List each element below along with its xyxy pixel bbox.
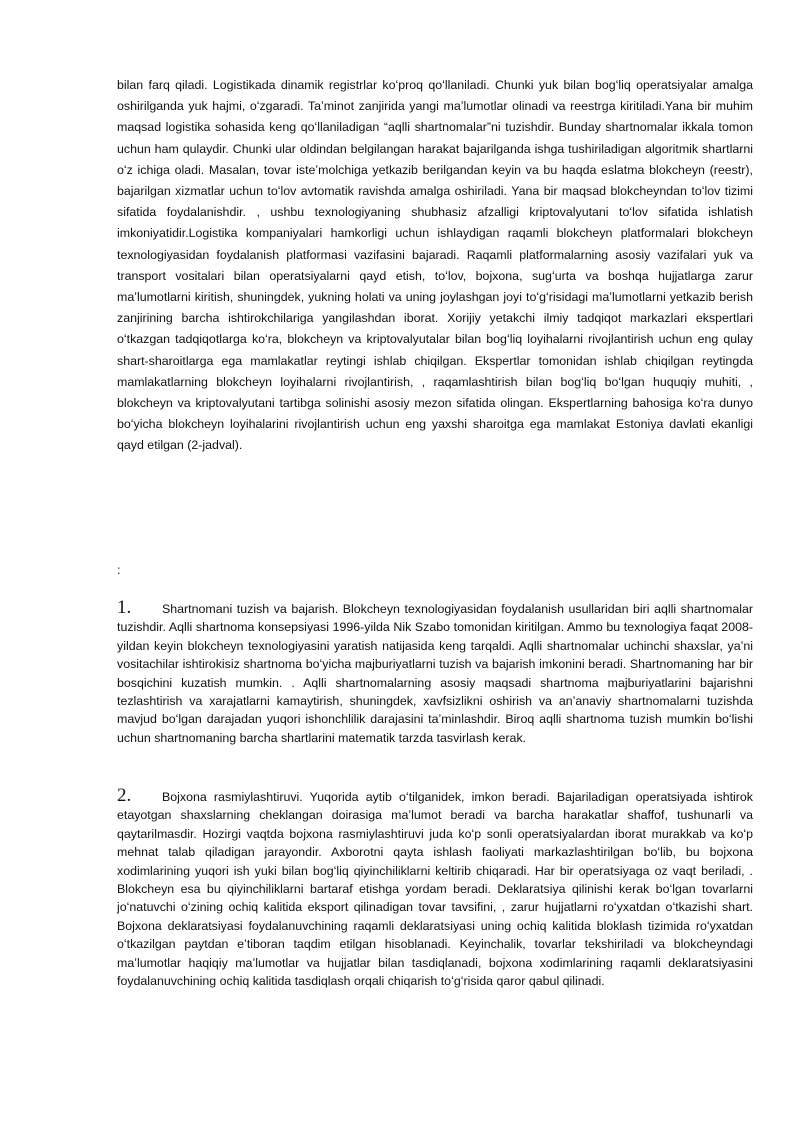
numbered-item bbox=[117, 785, 753, 990]
body-paragraph: bilan farq qiladi. Logistikada dinamik registrlar koʻproq qoʻllaniladi. Chunki yuk bilan bogʻliq operatsiyalar amalga oshirilganda yuk hajmi, oʻzgaradi. Taʼminot zanjirida yangi maʼlumotlar olinadi va reestrga kiritiladi.Yana bir muhim maqsad logistika sohasida keng qoʻllaniladigan “aqlli shartnomalar”ni tuzishdir. Bunday shartnomalar ikkala tomon uchun ham qulaydir. Chunki ular oldindan belgilangan harakat bajarilganda ishga tushiriladigan algoritmik shartlarni oʻz ichiga oladi. Masalan, tovar isteʼmolchiga yetkazib berilgandan keyin va bu haqda eslatma blokcheyn (reestr), bajarilgan xizmatlar uchun toʻlov avtomatik ravishda amalga oshiriladi. Yana bir maqsad blokcheyndan toʻlov tizimi sifatida foydalanishdir. , ushbu texnologiyaning shubhasiz afzalligi kriptovalyutani toʻlov sifatida ishlatish imkoniyatidir.Logistika kompaniyalari hamkorligi uchun ishlaydigan raqamli blokcheyn platformalari blokcheyn texnologiyasidan foydalanish platformasi vazifasini bajaradi. Raqamli platformalarning asosiy vazifalari yuk va transport vositalari bilan operatsiyalarni qayd etish, toʻlov, bojxona, sugʻurta va boshqa hujjatlarga zarur maʼlumotlarni kiritish, shuningdek, yukning holati va uning joylashgan joyi toʻgʻrisidagi maʼlumotlarni yetkazib berish zanjirining barcha ishtirokchilariga yangilashdan iborat. Xorijiy yetakchi ilmiy tadqiqot markazlari ekspertlari oʻtkazgan tadqiqotlarga koʻra, blokcheyn va kriptovalyutalar bilan bogʻliq loyihalarni rivojlantirish uchun eng qulay shart-sharoitlarga ega mamlakatlar reytingi ishlab chiqilgan. Ekspertlar tomonidan ishlab chiqilgan reytingda mamlakatlarning blokcheyn loyihalarni rivojlantirish, , raqamlashtirish bilan bogʻliq boʻlgan huquqiy muhiti, , blokcheyn va kriptovalyutani tartibga solinishi asosiy mezon sifatida olingan. Ekspertlarning bahosiga koʻra dunyo boʻyicha blokcheyn loyihalarini rivojlantirish uchun eng yaxshi sharoitga ega mamlakat Estoniya davlati ekanligi qayd etilgan (2-jadval). bbox=[117, 78, 753, 453]
colon-line: : bbox=[117, 563, 121, 577]
item-text: Shartnomani tuzish va bajarish. Blokcheyn texnologiyasidan foydalanish usullaridan biri aqlli shartnomalar tuzishdir. Aqlli shartnoma konsepsiyasi 1996-yilda Nik Szabo tomonidan kiritilgan. Ammo bu texnologiya faqat 2008-yildan keyin blokcheyn texnologiyasini yaratish natijasida keng tarqaldi. Aqlli shartnomalar uchinchi shaxslar, yaʼni vositachilar ishtirokisiz shartnoma boʻyicha majburiyatlarni tuzish va bajarish imkonini beradi. Shartnomaning har bir bosqichini kuzatish mumkin. . Aqlli shartnomalarning asosiy maqsadi shartnoma majburiyatlarini bajarishni tezlashtirish va xarajatlarni kamaytirish, shuningdek, xavfsizlikni oshirish va anʼanaviy shartnomalarni tuzishda mavjud boʻlgan darajadan yuqori ishonchlilik darajasini taʼminlashdir. Biroq aqlli shartnoma tuzish mumkin boʻlishi uchun shartnomaning barcha shartlarini matematik tarzda tasvirlash kerak. bbox=[117, 602, 753, 745]
item-number: 2. bbox=[117, 785, 132, 806]
numbered-item bbox=[117, 597, 753, 747]
item-text: Bojxona rasmiylashtiruvi. Yuqorida aytib oʻtilganidek, imkon beradi. Bajariladigan operatsiyada ishtirok etayotgan shaxslarning cheklangan doirasiga maʼlumot beradi va barcha harakatlar shaffof, tushunarli va qaytarilmasdir. Hozirgi vaqtda bojxona rasmiylashtiruvi juda koʻp sonli operatsiyalardan iborat murakkab va koʻp mehnat talab qiladigan jarayondir. Axborotni qayta ishlash faoliyati markazlashtirilgan boʻlib, bu bojxona xodimlarining yuqori ish yuki bilan bogʻliq qiyinchiliklarni keltirib chiqaradi. Har bir operatsiyaga oz vaqt beriladi, . Blokcheyn esa bu qiyinchiliklarni bartaraf etishga yordam beradi. Deklaratsiya qilinishi kerak boʻlgan tovarlarni joʻnatuvchi oʻzining ochiq kalitida eksport qilinadigan tovar tavsifini, , zarur hujjatlarni roʻyxatdan oʻtkazishi shart. Bojxona deklaratsiyasi foydalanuvchining raqamli deklaratsiyasi uning ochiq kalitida bloklash tizimida roʻyxatdan oʻtkazilgan paytdan eʼtiboran taqdim etilgan hisoblanadi. Keyinchalik, tovarlar tekshiriladi va blokcheyndagi maʼlumotlar haqiqiy maʼlumotlar va hujjatlar bilan tasdiqlanadi, bojxona xodimlarining raqamli deklaratsiyasini foydalanuvchining ochiq kalitida tasdiqlash orqali chiqarish toʻgʻrisida qaror qabul qilinadi. bbox=[117, 790, 753, 989]
item-number: 1. bbox=[117, 597, 132, 618]
